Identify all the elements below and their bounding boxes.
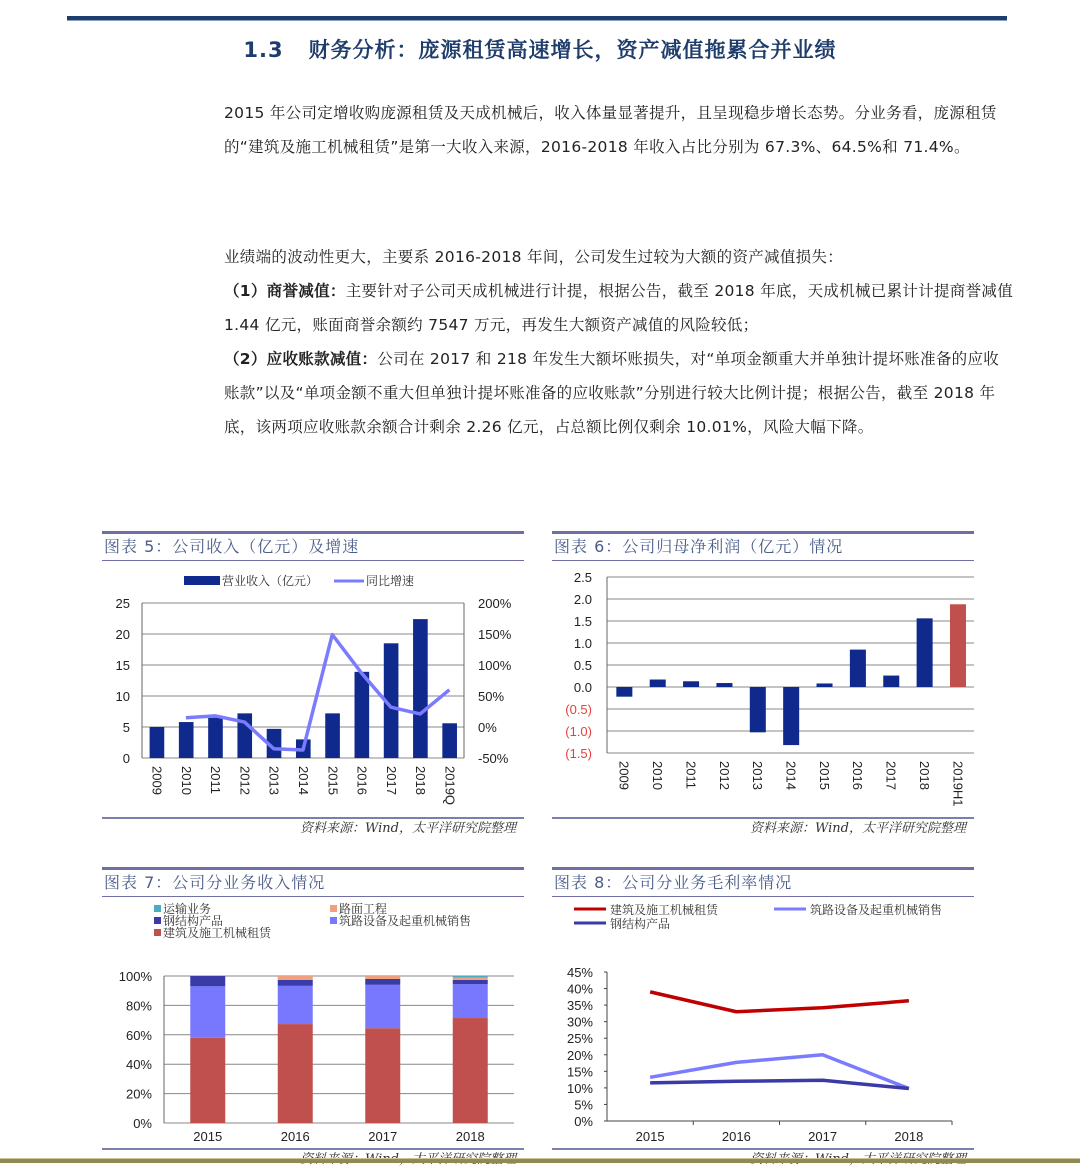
profit-bar xyxy=(650,680,666,687)
chart7-panel xyxy=(102,867,524,1170)
stacked-segment xyxy=(365,979,400,985)
y-tick-label: 0 xyxy=(122,751,130,766)
stacked-segment xyxy=(278,986,313,1024)
y-tick-label: 15 xyxy=(115,658,130,673)
x-tick-label: 2016 xyxy=(850,761,866,790)
y2-tick-label: 50% xyxy=(478,689,505,704)
chart6-source: 资料来源：Wind，太平洋研究院整理 xyxy=(552,817,974,839)
y-tick-label: 100% xyxy=(118,969,152,984)
y2-tick-label: 0% xyxy=(478,720,497,735)
profit-bar xyxy=(750,687,766,732)
legend-label: 建筑及施工机械租赁 xyxy=(610,903,719,917)
profit-bar xyxy=(950,604,966,687)
y-tick-label: 10 xyxy=(115,689,130,704)
stacked-segment xyxy=(278,976,313,980)
y-tick-label: 0.5 xyxy=(573,658,592,673)
x-tick-label: 2015 xyxy=(816,761,832,790)
legend-label: 运输业务 xyxy=(163,902,212,916)
bottom-rule xyxy=(0,1158,1080,1163)
chart6-panel xyxy=(552,531,974,839)
section-number: 1.3 xyxy=(243,38,284,62)
y-tick-label: 5% xyxy=(574,1097,593,1113)
legend-label: 筑路设备及起重机械销售 xyxy=(339,914,472,928)
x-tick-label: 2016 xyxy=(721,1129,751,1144)
legend-label: 路面工程 xyxy=(339,902,388,916)
chart8-title: 图表 8：公司分业务毛利率情况 xyxy=(552,867,974,897)
profit-bar xyxy=(917,618,933,687)
x-tick-label: 2010 xyxy=(650,761,666,790)
y-tick-label: 15% xyxy=(566,1064,593,1080)
legend-label: 钢结构产品 xyxy=(610,917,671,931)
receivables-label: （2）应收账款减值： xyxy=(224,350,378,368)
x-tick-label: 2017 xyxy=(883,761,899,790)
y-tick-label: 35% xyxy=(566,998,593,1014)
stacked-segment xyxy=(278,980,313,986)
chart7-title: 图表 7：公司分业务收入情况 xyxy=(102,867,524,897)
legend-swatch xyxy=(154,929,161,936)
chart6-plot xyxy=(552,561,974,813)
x-tick-label: 2010 xyxy=(178,766,194,795)
impairment-item-receivables xyxy=(224,342,1014,444)
profit-bar xyxy=(850,650,866,687)
profit-bar xyxy=(783,687,799,745)
stacked-segment xyxy=(365,1028,400,1123)
x-tick-label: 2019H1 xyxy=(950,761,966,807)
y-tick-label: 0% xyxy=(133,1116,152,1131)
legend-label: 钢结构产品 xyxy=(163,914,224,928)
revenue-bar xyxy=(150,727,165,758)
y-tick-label: (0.5) xyxy=(565,702,592,717)
chart8-plot xyxy=(552,897,974,1144)
revenue-bar xyxy=(442,723,457,758)
y2-tick-label: 100% xyxy=(478,658,512,673)
x-tick-label: 2015 xyxy=(635,1129,665,1144)
revenue-bar xyxy=(355,672,370,758)
y-tick-label: 25% xyxy=(566,1031,593,1047)
x-tick-label: 2011 xyxy=(208,766,224,794)
stacked-segment xyxy=(190,976,225,986)
x-tick-label: 2011 xyxy=(683,761,699,789)
legend-swatch xyxy=(154,905,161,912)
revenue-bar xyxy=(208,718,223,758)
y-tick-label: 30% xyxy=(566,1014,593,1030)
x-tick-label: 2018 xyxy=(916,761,932,790)
y2-tick-label: -50% xyxy=(478,751,509,766)
goodwill-label: （1）商誉减值： xyxy=(224,282,346,300)
legend-swatch xyxy=(154,917,161,924)
chart5-plot xyxy=(102,561,524,813)
x-tick-label: 2018 xyxy=(455,1129,485,1144)
impairment-intro: 业绩端的波动性更大，主要系 2016-2018 年间，公司发生过较为大额的资产减值损失： xyxy=(224,248,844,266)
y-tick-label: 40% xyxy=(566,981,593,997)
stacked-segment xyxy=(190,1038,225,1123)
chart7-plot xyxy=(102,897,524,1144)
legend-revenue-label: 营业收入（亿元） xyxy=(222,574,319,588)
legend-revenue-swatch xyxy=(184,576,220,585)
section-title-text: 财务分析：庞源租赁高速增长，资产减值拖累合并业绩 xyxy=(308,38,837,62)
y-tick-label: 60% xyxy=(125,1027,152,1043)
profit-bar xyxy=(683,681,699,687)
goodwill-text: 主要针对子公司天成机械进行计提，根据公告，截至 2018 年底，天成机械已累计计提商誉减值 1.44 亿元，账面商誉余额约 7547 万元，再发生大额资产减值的风险较低； xyxy=(224,282,1013,334)
x-tick-label: 2009 xyxy=(149,766,165,795)
impairment-item-goodwill xyxy=(224,274,1014,342)
x-tick-label: 2018 xyxy=(894,1129,924,1144)
x-tick-label: 2017 xyxy=(383,766,399,795)
x-tick-label: 2014 xyxy=(296,766,311,795)
x-tick-label: 2015 xyxy=(193,1129,223,1144)
y-tick-label: 20 xyxy=(115,627,130,642)
margin-line xyxy=(650,1080,909,1088)
revenue-bar xyxy=(179,722,194,758)
stacked-segment xyxy=(453,977,488,979)
legend-label: 建筑及施工机械租赁 xyxy=(163,926,272,940)
revenue-bar xyxy=(413,619,428,758)
chart5-panel xyxy=(102,531,524,839)
x-tick-label: 2016 xyxy=(354,766,370,795)
stacked-segment xyxy=(453,984,488,1018)
stacked-segment xyxy=(365,985,400,1028)
y2-tick-label: 200% xyxy=(478,596,512,611)
profit-bar xyxy=(883,676,899,687)
legend-label: 筑路设备及起重机械销售 xyxy=(810,903,943,917)
profit-bar xyxy=(817,683,833,687)
x-tick-label: 2018 xyxy=(413,766,429,795)
x-tick-label: 2013 xyxy=(750,761,766,790)
y-tick-label: 2.0 xyxy=(573,592,592,607)
x-tick-label: 2009 xyxy=(616,761,632,790)
paragraph-revenue: 2015 年公司定增收购庞源租赁及天成机械后，收入体量显著提升，且呈现稳步增长态势。分业务看，庞源租赁的“建筑及施工机械租赁”是第一大收入来源，2016-2018 年收入占比分别为 67.3%、64.5%和 71.4%。 xyxy=(224,104,997,156)
y-tick-label: 1.5 xyxy=(573,614,592,629)
chart5-title: 图表 5：公司收入（亿元）及增速 xyxy=(102,531,524,561)
x-tick-label: 2019Q xyxy=(442,766,458,806)
margin-line xyxy=(650,992,909,1012)
y-tick-label: 0.0 xyxy=(573,680,592,695)
paragraph-impairment xyxy=(224,240,1014,444)
chart5-source: 资料来源：Wind，太平洋研究院整理 xyxy=(102,817,524,839)
x-tick-label: 2012 xyxy=(716,761,732,790)
y-tick-label: 40% xyxy=(125,1057,152,1073)
chart8-panel xyxy=(552,867,974,1170)
stacked-segment xyxy=(453,976,488,977)
y-tick-label: 1.0 xyxy=(573,636,592,651)
y-tick-label: 2.5 xyxy=(573,570,592,585)
x-tick-label: 2017 xyxy=(368,1129,398,1144)
profit-bar xyxy=(616,687,632,697)
y-tick-label: (1.5) xyxy=(565,746,592,761)
stacked-segment xyxy=(453,980,488,984)
stacked-segment xyxy=(278,1024,313,1123)
section-title xyxy=(0,34,1080,64)
chart6-title: 图表 6：公司归母净利润（亿元）情况 xyxy=(552,531,974,561)
legend-swatch xyxy=(330,917,337,924)
y2-tick-label: 150% xyxy=(478,627,512,642)
y-tick-label: 25 xyxy=(115,596,130,611)
legend-growth-label: 同比增速 xyxy=(366,574,415,588)
y-tick-label: 20% xyxy=(125,1086,152,1102)
x-tick-label: 2012 xyxy=(237,766,253,795)
stacked-segment xyxy=(453,1018,488,1123)
legend-swatch xyxy=(330,905,337,912)
y-tick-label: 20% xyxy=(566,1047,593,1063)
y-tick-label: (1.0) xyxy=(565,724,592,739)
y-tick-label: 5 xyxy=(122,720,130,735)
y-tick-label: 10% xyxy=(566,1080,593,1096)
top-rule xyxy=(67,16,1007,21)
x-tick-label: 2013 xyxy=(266,766,282,795)
y-tick-label: 80% xyxy=(125,998,152,1014)
x-tick-label: 2017 xyxy=(808,1129,838,1144)
profit-bar xyxy=(716,683,732,687)
x-tick-label: 2014 xyxy=(783,761,799,790)
stacked-segment xyxy=(365,976,400,979)
growth-line xyxy=(186,635,449,750)
y-tick-label: 45% xyxy=(566,965,593,980)
receivables-text: 公司在 2017 和 218 年发生大额坏账损失，对“单项金额重大并单独计提坏账准备的应收账款”以及“单项金额不重大但单独计提坏账准备的应收账款”分别进行较大比例计提；根据公告，截至 2018 年底，该两项应收账款余额合计剩余 2.26 亿元，占总额比例仅剩余 10.01%，风险大幅下降。 xyxy=(224,350,1000,436)
x-tick-label: 2015 xyxy=(325,766,341,795)
stacked-segment xyxy=(190,986,225,1037)
y-tick-label: 0% xyxy=(574,1114,593,1129)
x-tick-label: 2016 xyxy=(280,1129,310,1144)
revenue-bar xyxy=(325,713,340,758)
